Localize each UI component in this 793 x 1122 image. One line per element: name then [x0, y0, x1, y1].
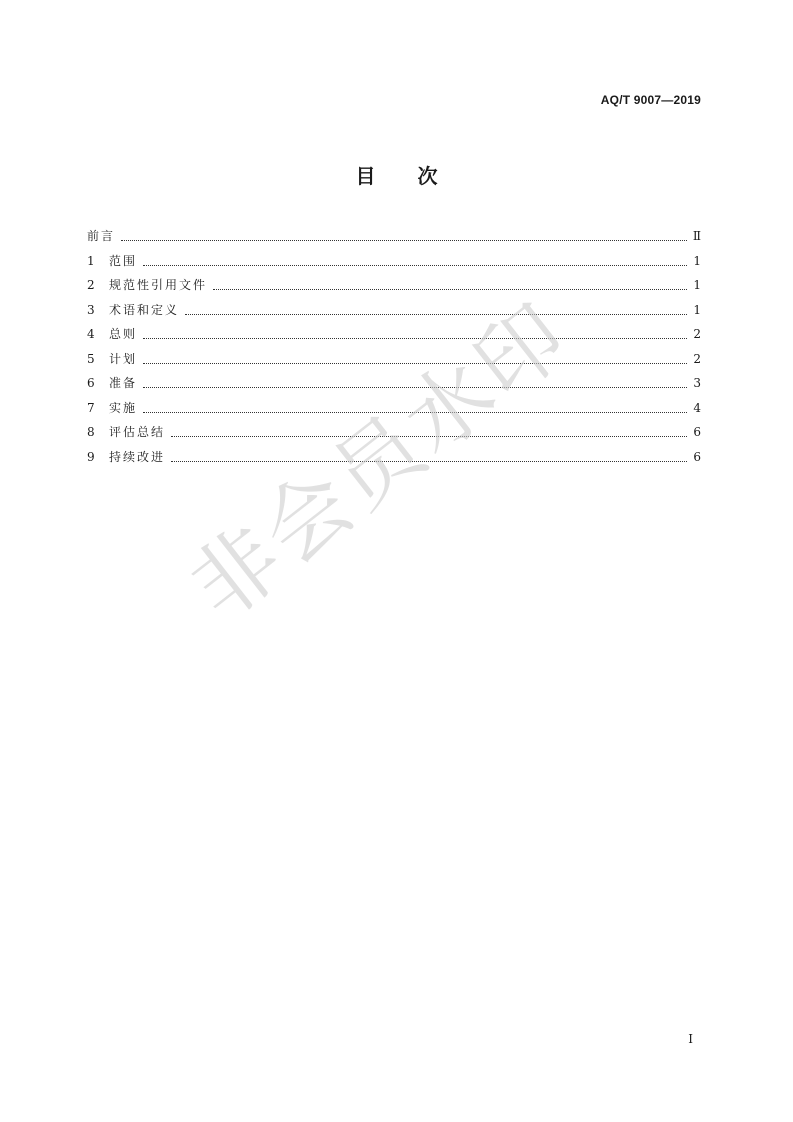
- toc-leader-dots: [143, 412, 687, 413]
- toc-leader-dots: [143, 338, 687, 339]
- toc-page-number: 3: [693, 376, 701, 390]
- page-number: I: [688, 1032, 693, 1046]
- watermark: 非会员水印: [172, 283, 589, 640]
- toc-leader-dots: [143, 265, 687, 266]
- toc-entry-5[interactable]: [87, 350, 701, 375]
- toc-entry-1[interactable]: [87, 252, 701, 277]
- toc-entry-3[interactable]: [87, 301, 701, 326]
- toc-leader-dots: [171, 461, 687, 462]
- toc-page-number: 4: [693, 400, 701, 415]
- toc-section-number: 2: [87, 278, 95, 292]
- toc-section-number: 5: [87, 351, 95, 366]
- toc-leader-dots: [143, 387, 687, 388]
- toc-leader-dots: [171, 436, 687, 437]
- toc-section-number: 3: [87, 302, 95, 317]
- toc-label: 持续改进: [109, 449, 166, 464]
- toc-section-number: 6: [87, 376, 95, 390]
- toc-label: 实施: [109, 400, 138, 415]
- toc-page-number: 2: [693, 351, 701, 366]
- toc-entry-6[interactable]: [87, 374, 701, 399]
- toc-leader-dots: [143, 363, 687, 364]
- toc-entry-2[interactable]: [87, 276, 701, 301]
- toc-entry-9[interactable]: [87, 448, 701, 473]
- toc-label: 计划: [109, 351, 138, 366]
- toc-page-number: Ⅱ: [692, 229, 701, 243]
- toc-label: 前言: [87, 229, 116, 243]
- toc-entry-foreword[interactable]: [87, 227, 701, 252]
- toc-page-number: 1: [693, 253, 701, 268]
- toc-label: 评估总结: [109, 425, 166, 439]
- toc-label: 规范性引用文件: [109, 278, 208, 292]
- toc-section-number: 9: [87, 449, 95, 464]
- toc-leader-dots: [121, 240, 687, 241]
- toc-section-number: 8: [87, 425, 95, 439]
- toc-page-number: 6: [693, 449, 701, 464]
- page-title: 目次: [355, 164, 480, 188]
- toc-page-number: 2: [693, 327, 701, 341]
- toc-entry-4[interactable]: [87, 325, 701, 350]
- standard-code: AQ/T 9007—2019: [600, 93, 701, 107]
- toc-section-number: 4: [87, 327, 95, 341]
- toc-page-number: 1: [693, 278, 701, 292]
- toc-label: 总则: [109, 327, 138, 341]
- toc-page-number: 1: [693, 302, 701, 317]
- toc-page-number: 6: [693, 425, 701, 439]
- table-of-contents: [87, 227, 701, 472]
- toc-entry-8[interactable]: [87, 423, 701, 448]
- toc-label: 范围: [109, 253, 138, 268]
- toc-entry-7[interactable]: [87, 399, 701, 424]
- toc-section-number: 7: [87, 400, 95, 415]
- toc-label: 准备: [109, 376, 138, 390]
- toc-leader-dots: [213, 289, 687, 290]
- toc-leader-dots: [185, 314, 687, 315]
- toc-label: 术语和定义: [109, 302, 180, 317]
- toc-section-number: 1: [87, 253, 95, 268]
